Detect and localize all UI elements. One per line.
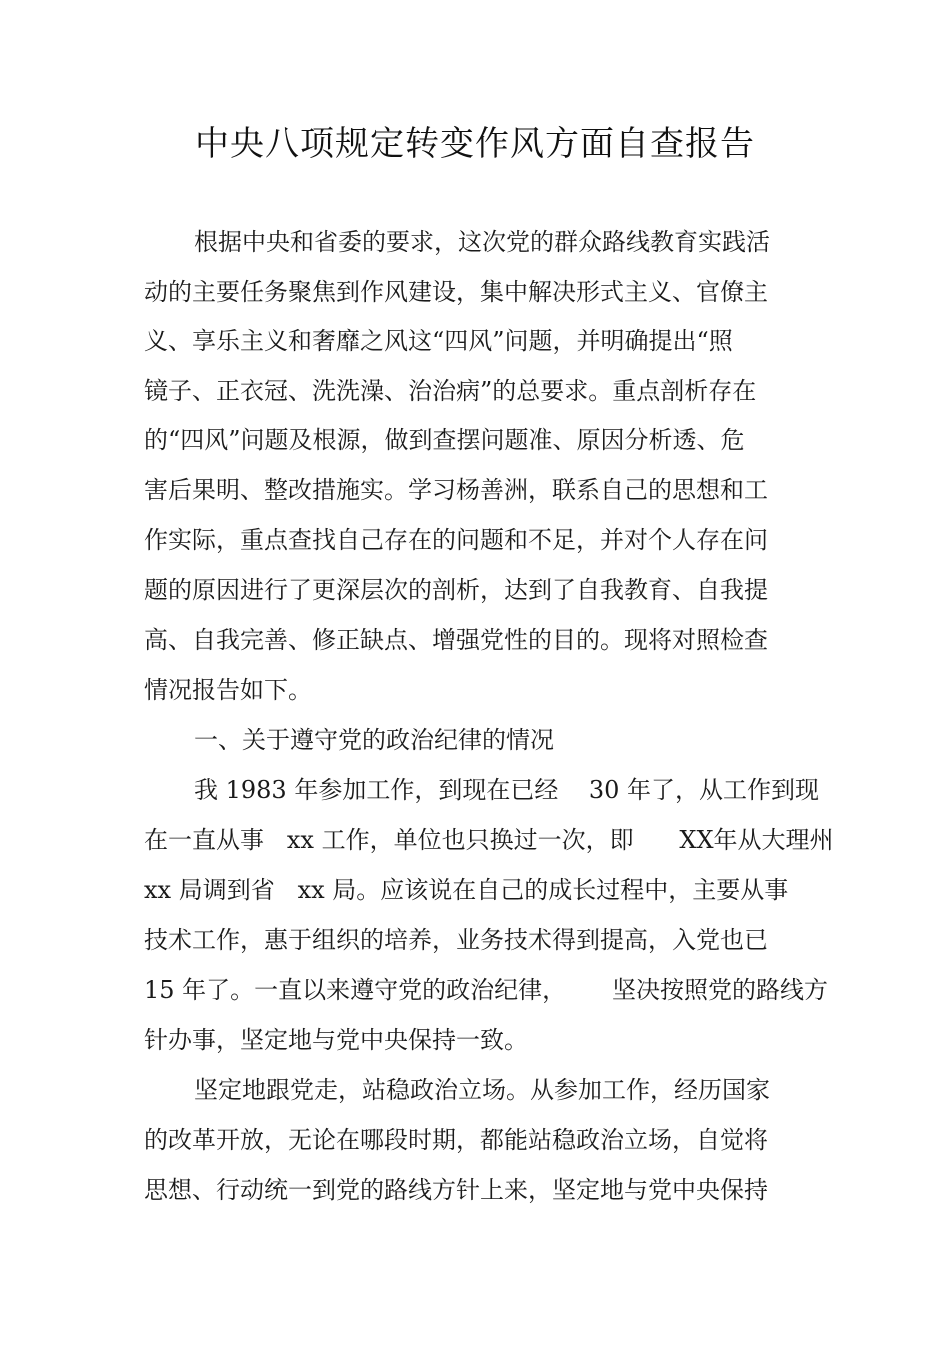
body-line: 坚定地跟党走，站稳政治立场。从参加工作，经历国家 [194,1076,770,1104]
body-line: 题的原因进行了更深层次的剖析，达到了自我教育、自我提 [144,576,768,604]
body-line: 害后果明、整改措施实。学习杨善洲，联系自己的思想和工 [144,476,768,504]
body-line: 镜子、正衣冠、洗洗澡、治治病”的总要求。重点剖析存在 [144,377,757,405]
body-line: 动的主要任务聚焦到作风建设，集中解决形式主义、官僚主 [144,278,768,306]
body-line: 的“四风”问题及根源，做到查摆问题准、原因分析透、危 [144,426,745,454]
body-line: 我 1983 年参加工作，到现在已经 30 年了，从工作到现 [194,776,820,804]
body-line: 思想、行动统一到党的路线方针上来，坚定地与党中央保持 [144,1176,768,1204]
body-line: 情况报告如下。 [144,676,312,704]
body-line: 15 年了。一直以来遵守党的政治纪律， 坚决按照党的路线方 [144,976,828,1004]
body-line: 技术工作，惠于组织的培养，业务技术得到提高，入党也已 [144,926,768,954]
body-line: 根据中央和省委的要求，这次党的群众路线教育实践活 [194,228,770,256]
body-line: xx 局调到省 xx 局。应该说在自己的成长过程中，主要从事 [144,876,789,904]
body-line: 作实际，重点查找自己存在的问题和不足，并对个人存在问 [144,526,768,554]
body-line: 针办事，坚定地与党中央保持一致。 [144,1026,528,1054]
body-line: 在一直从事 xx 工作，单位也只换过一次，即 XX年从大理州 [144,826,834,854]
body-line: 高、自我完善、修正缺点、增强党性的目的。现将对照检查 [144,626,768,654]
section-heading: 一、关于遵守党的政治纪律的情况 [194,726,554,754]
body-line: 义、享乐主义和奢靡之风这“四风”问题，并明确提出“照 [144,327,733,355]
document-title: 中央八项规定转变作风方面自查报告 [195,124,755,164]
body-line: 的改革开放，无论在哪段时期，都能站稳政治立场，自觉将 [144,1126,768,1154]
